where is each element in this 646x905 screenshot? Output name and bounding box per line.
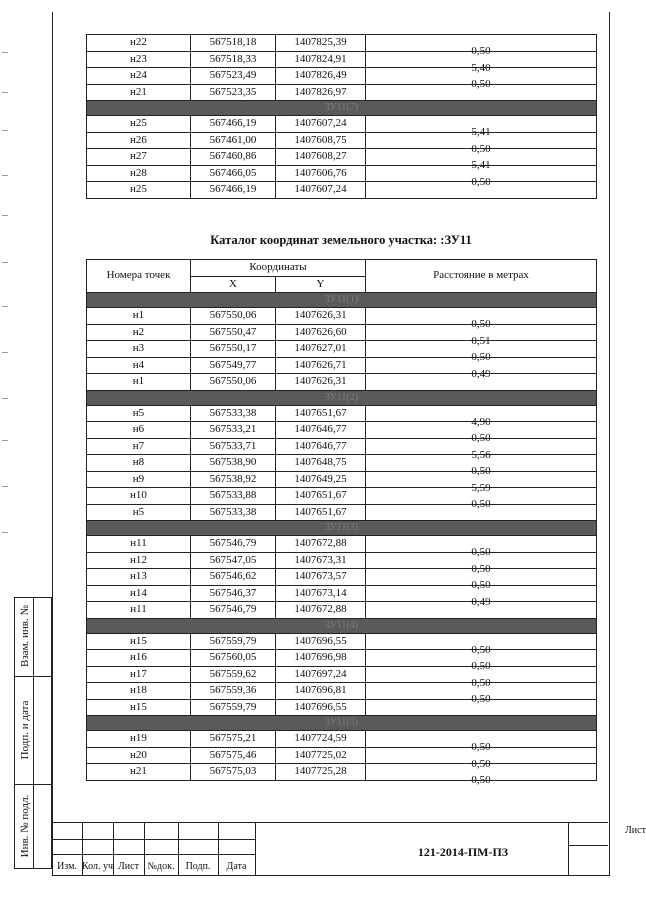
x-cell: 567546,37 xyxy=(191,585,276,602)
point-cell: н27 xyxy=(87,149,191,166)
point-cell: н21 xyxy=(87,84,191,101)
x-cell: 567466,05 xyxy=(191,165,276,182)
point-cell: н5 xyxy=(87,504,191,521)
y-cell: 1407696,55 xyxy=(276,699,366,716)
x-cell: 567533,38 xyxy=(191,405,276,422)
table-row xyxy=(87,341,597,358)
distance-value: 0,50 xyxy=(471,432,491,444)
table-row xyxy=(87,84,597,101)
table-row xyxy=(87,422,597,439)
point-cell: н12 xyxy=(87,552,191,569)
point-cell: н11 xyxy=(87,536,191,553)
distance-value: 0,50 xyxy=(471,660,491,672)
x-cell: 567518,33 xyxy=(191,51,276,68)
approval-side-strip xyxy=(14,597,52,869)
distance-cell xyxy=(366,116,597,138)
x-cell: 567523,49 xyxy=(191,68,276,85)
x-cell: 567466,19 xyxy=(191,116,276,133)
x-cell: 567575,21 xyxy=(191,731,276,748)
distance-value: 0,50 xyxy=(471,676,491,689)
y-cell: 1407673,31 xyxy=(276,552,366,569)
label-sign-date: Подп. и дата xyxy=(19,700,31,760)
x-cell: 567550,47 xyxy=(191,324,276,341)
y-cell: 1407696,55 xyxy=(276,633,366,650)
section-label: ЗУ11(2) xyxy=(87,390,597,405)
coordinates-catalog-table xyxy=(86,259,597,786)
table-row xyxy=(87,650,597,667)
table-row xyxy=(87,731,597,748)
x-cell: 567559,36 xyxy=(191,683,276,700)
y-cell: 1407627,01 xyxy=(276,341,366,358)
table-row xyxy=(87,764,597,781)
y-cell: 1407696,81 xyxy=(276,683,366,700)
section-label: ЗУ11(5) xyxy=(87,716,597,731)
table-row xyxy=(87,504,597,521)
section-row xyxy=(87,390,597,405)
point-cell: н22 xyxy=(87,35,191,52)
stamp-podp: Подп. xyxy=(185,861,211,872)
table-row xyxy=(87,536,597,553)
y-cell: 1407626,60 xyxy=(276,324,366,341)
y-cell: 1407626,31 xyxy=(276,374,366,391)
distance-value: 0,50 xyxy=(471,643,491,656)
header-distance: Расстояние в метрах xyxy=(366,260,597,293)
section-row xyxy=(87,101,597,116)
table-row xyxy=(87,405,597,422)
stamp-izm: Изм. xyxy=(57,861,77,872)
x-cell: 567546,79 xyxy=(191,536,276,553)
distance-value: 5,41 xyxy=(471,159,491,171)
y-cell: 1407697,24 xyxy=(276,666,366,683)
point-cell: н5 xyxy=(87,405,191,422)
section-row xyxy=(87,293,597,308)
point-cell: н11 xyxy=(87,602,191,619)
y-cell: 1407607,24 xyxy=(276,116,366,133)
x-cell: 567560,05 xyxy=(191,650,276,667)
distance-value: 0,50 xyxy=(471,142,491,155)
point-cell: н17 xyxy=(87,666,191,683)
x-cell: 567559,62 xyxy=(191,666,276,683)
distance-value: 0,50 xyxy=(471,351,491,363)
distance-value: 4,90 xyxy=(471,415,491,428)
y-cell: 1407673,57 xyxy=(276,569,366,586)
x-cell: 567575,03 xyxy=(191,764,276,781)
y-cell: 1407826,49 xyxy=(276,68,366,85)
x-cell: 567533,88 xyxy=(191,488,276,505)
y-cell: 1407626,31 xyxy=(276,308,366,325)
section-label: ЗУ11(7) xyxy=(87,101,597,116)
table-row xyxy=(87,149,597,166)
distance-value: 0,50 xyxy=(471,546,491,558)
y-cell: 1407724,59 xyxy=(276,731,366,748)
point-cell: н4 xyxy=(87,357,191,374)
table-row xyxy=(87,569,597,586)
distance-value: 0,50 xyxy=(471,562,491,575)
stamp-ndok: №док. xyxy=(147,861,175,872)
distance-value: 0,50 xyxy=(471,693,491,705)
y-cell: 1407626,71 xyxy=(276,357,366,374)
table-row xyxy=(87,116,597,133)
table-row xyxy=(87,165,597,182)
table-row xyxy=(87,438,597,455)
section-label: ЗУ11(4) xyxy=(87,618,597,633)
distance-value: 0,50 xyxy=(471,579,491,591)
point-cell: н2 xyxy=(87,324,191,341)
label-inv-original: Инв. № подл. xyxy=(19,794,31,858)
x-cell: 567538,90 xyxy=(191,455,276,472)
table-row xyxy=(87,552,597,569)
point-cell: н6 xyxy=(87,422,191,439)
y-cell: 1407651,67 xyxy=(276,405,366,422)
x-cell: 567549,77 xyxy=(191,357,276,374)
table-row xyxy=(87,308,597,325)
x-cell: 567460,86 xyxy=(191,149,276,166)
section-row xyxy=(87,716,597,731)
table-row xyxy=(87,471,597,488)
point-cell: н26 xyxy=(87,132,191,149)
y-cell: 1407825,39 xyxy=(276,35,366,52)
header-points: Номера точек xyxy=(87,260,191,293)
x-cell: 567466,19 xyxy=(191,182,276,199)
point-cell: н23 xyxy=(87,51,191,68)
distance-value: 0,50 xyxy=(471,741,491,753)
section-label: ЗУ11(1) xyxy=(87,293,597,308)
header-y: Y xyxy=(276,276,366,293)
distance-value: 0,50 xyxy=(471,498,491,510)
x-cell: 567550,06 xyxy=(191,308,276,325)
distance-value: 0,50 xyxy=(471,757,491,770)
x-cell: 567533,38 xyxy=(191,504,276,521)
document-code: 121-2014-ПМ-ПЗ xyxy=(417,845,509,859)
table-row xyxy=(87,683,597,700)
x-cell: 567546,62 xyxy=(191,569,276,586)
x-cell: 567538,92 xyxy=(191,471,276,488)
x-cell: 567559,79 xyxy=(191,699,276,716)
y-cell: 1407651,67 xyxy=(276,488,366,505)
table-row xyxy=(87,585,597,602)
distance-value: 0,49 xyxy=(471,367,491,380)
point-cell: н8 xyxy=(87,455,191,472)
point-cell: н7 xyxy=(87,438,191,455)
point-cell: н1 xyxy=(87,374,191,391)
y-cell: 1407648,75 xyxy=(276,455,366,472)
point-cell: н25 xyxy=(87,182,191,199)
distance-value: 0,49 xyxy=(471,595,491,608)
y-cell: 1407651,67 xyxy=(276,504,366,521)
distance-value: 0,50 xyxy=(471,318,491,330)
y-cell: 1407696,98 xyxy=(276,650,366,667)
point-cell: н3 xyxy=(87,341,191,358)
distance-cell xyxy=(366,633,597,656)
x-cell: 567533,71 xyxy=(191,438,276,455)
x-cell: 567546,79 xyxy=(191,602,276,619)
point-cell: н1 xyxy=(87,308,191,325)
table-row xyxy=(87,357,597,374)
stamp-list: Лист xyxy=(118,861,139,872)
y-cell: 1407672,88 xyxy=(276,536,366,553)
table-row xyxy=(87,68,597,85)
y-cell: 1407824,91 xyxy=(276,51,366,68)
table-row xyxy=(87,132,597,149)
distance-value: 0,50 xyxy=(471,774,491,786)
table-row xyxy=(87,51,597,68)
y-cell: 1407673,14 xyxy=(276,585,366,602)
distance-cell xyxy=(366,405,597,428)
distance-value: 0,50 xyxy=(471,465,491,477)
x-cell: 567550,06 xyxy=(191,374,276,391)
x-cell: 567518,18 xyxy=(191,35,276,52)
distance-value: 0,50 xyxy=(471,78,491,90)
table-row xyxy=(87,699,597,716)
y-cell: 1407646,77 xyxy=(276,438,366,455)
point-cell: н25 xyxy=(87,116,191,133)
stamp-kol-uch: Кол. уч xyxy=(82,861,114,872)
point-cell: н13 xyxy=(87,569,191,586)
distance-cell xyxy=(366,731,597,753)
point-cell: н21 xyxy=(87,764,191,781)
table-row xyxy=(87,488,597,505)
table-row xyxy=(87,324,597,341)
x-cell: 567547,05 xyxy=(191,552,276,569)
table-row xyxy=(87,747,597,764)
y-cell: 1407646,77 xyxy=(276,422,366,439)
table-row xyxy=(87,666,597,683)
point-cell: н16 xyxy=(87,650,191,667)
y-cell: 1407725,02 xyxy=(276,747,366,764)
point-cell: н10 xyxy=(87,488,191,505)
section-row xyxy=(87,521,597,536)
point-cell: н14 xyxy=(87,585,191,602)
distance-cell xyxy=(366,308,597,330)
x-cell: 567575,46 xyxy=(191,747,276,764)
distance-value: 5,40 xyxy=(471,61,491,74)
header-x: X xyxy=(191,276,276,293)
distance-cell xyxy=(366,35,597,57)
header-coordinates: Координаты xyxy=(191,260,366,277)
distance-value: 0,51 xyxy=(471,334,491,347)
title-block-stamp xyxy=(52,822,646,876)
y-cell: 1407607,24 xyxy=(276,182,366,199)
y-cell: 1407826,97 xyxy=(276,84,366,101)
point-cell: н20 xyxy=(87,747,191,764)
x-cell: 567550,17 xyxy=(191,341,276,358)
point-cell: н15 xyxy=(87,633,191,650)
y-cell: 1407649,25 xyxy=(276,471,366,488)
stamp-sheet-label: Лист xyxy=(625,825,646,836)
distance-value: 5,59 xyxy=(471,481,491,494)
point-cell: н28 xyxy=(87,165,191,182)
y-cell: 1407608,27 xyxy=(276,149,366,166)
y-cell: 1407725,28 xyxy=(276,764,366,781)
x-cell: 567533,21 xyxy=(191,422,276,439)
distance-value: 5,56 xyxy=(471,448,491,461)
y-cell: 1407606,76 xyxy=(276,165,366,182)
distance-value: 0,50 xyxy=(471,175,491,188)
table-row xyxy=(87,374,597,391)
table-row xyxy=(87,633,597,650)
section-label: ЗУ11(3) xyxy=(87,521,597,536)
scan-edge-marks xyxy=(2,0,8,905)
distance-value: 0,50 xyxy=(471,45,491,57)
stamp-data: Дата xyxy=(226,861,247,872)
coordinates-table-continued xyxy=(86,34,597,199)
table-row xyxy=(87,182,597,199)
label-inv-substitute: Взам. инв. № xyxy=(19,605,31,667)
distance-value: 5,41 xyxy=(471,126,491,138)
point-cell: н24 xyxy=(87,68,191,85)
table-row xyxy=(87,35,597,52)
table-row xyxy=(87,455,597,472)
x-cell: 567559,79 xyxy=(191,633,276,650)
section-row xyxy=(87,618,597,633)
y-cell: 1407672,88 xyxy=(276,602,366,619)
point-cell: н9 xyxy=(87,471,191,488)
point-cell: н18 xyxy=(87,683,191,700)
x-cell: 567461,00 xyxy=(191,132,276,149)
table-row xyxy=(87,602,597,619)
catalog-title: Каталог координат земельного участка: :ЗУ11 xyxy=(210,233,472,247)
point-cell: н15 xyxy=(87,699,191,716)
y-cell: 1407608,75 xyxy=(276,132,366,149)
point-cell: н19 xyxy=(87,731,191,748)
x-cell: 567523,35 xyxy=(191,84,276,101)
distance-cell xyxy=(366,536,597,558)
